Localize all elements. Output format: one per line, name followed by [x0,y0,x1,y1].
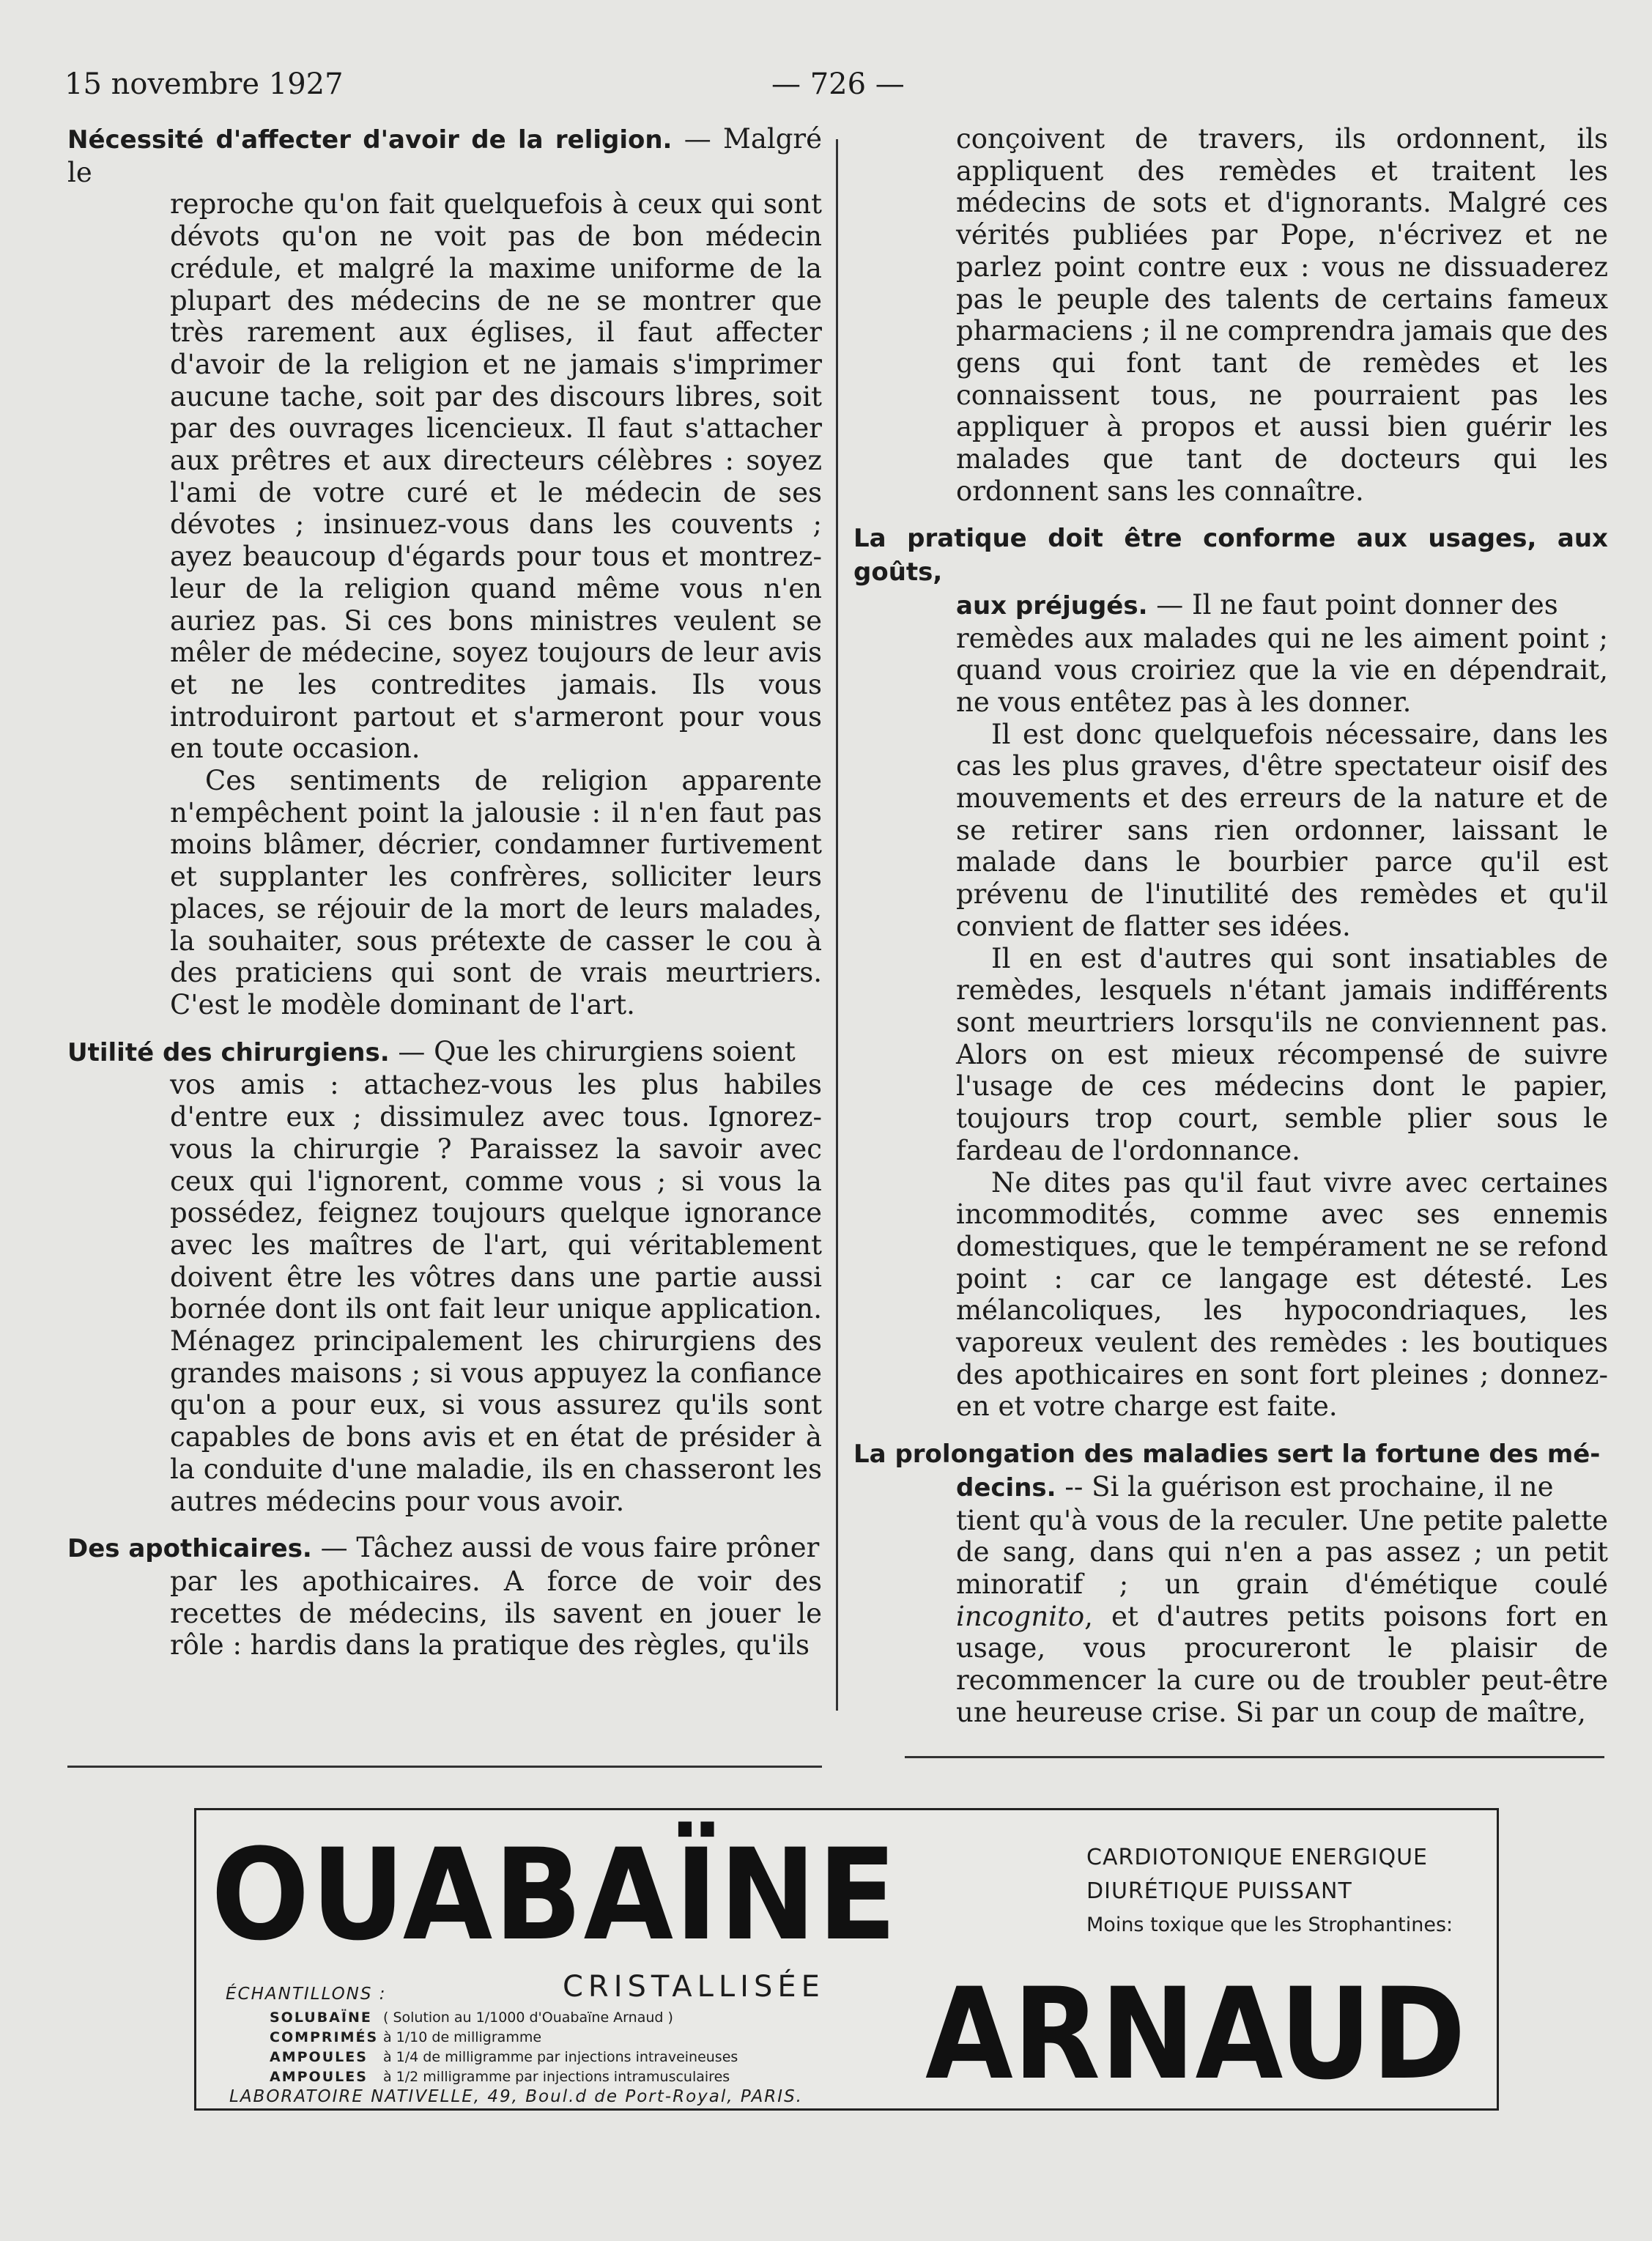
section-text: par les apothicaires. A force de voir des recettes de médecins, ils savent en jouer le rôle : hardis dans la pratique des règles, qu'ils [170,1565,822,1662]
section-lead: -- Si la guérison est prochaine, il ne [1056,1470,1554,1503]
section-lead: — Que les chirurgiens soient [389,1035,796,1067]
section-heading: Des apothicaires. [67,1534,312,1564]
section-lead: — Il ne faut point donner des [1147,588,1558,621]
advertisement [194,1808,1499,2111]
section-text: remèdes aux malades qui ne les aiment point ; quand vous croiriez que la vie en dépendrait, ne vous entêtez pas à les donner. [956,622,1608,718]
section-text: vos amis : attachez-vous les plus habiles d'entre eux ; dissimulez avec tous. Ignorez-vous la chirurgie ? Paraissez la savoir avec ceux qui l'ignorent, comme vous ; si vous la possédez, feignez toujours quelque ignorance avec les maîtres de l'art, qui véritablement doivent être les vôtres dans une partie aussi bornée dont ils ont fait leur unique application. Ménagez principalement les chirurgiens des grandes maisons ; si vous appuyez la confiance qu'on a pour eux, si vous assurez qu'ils sont capables de bons avis et en état de présider à la conduite d'une maladie, ils en chasseront les autres médecins pour vous avoir. [170,1069,822,1517]
ad-maker: ARNAUD [925,1960,1466,2108]
section-paragraph: Ces sentiments de religion apparente n'empêchent point la jalousie : il n'en faut pas moins blâmer, décrier, condamner furtivement et supplanter les confrères, solliciter leurs places, se réjouir de la mort de leurs malades, la souhaiter, sous prétexte de casser le cou à des praticiens qui sont de vrais meurtriers. C'est le modèle dominant de l'art. [170,765,822,1021]
page-number: — 726 — [771,67,905,101]
section-prolongation [853,1437,1608,1728]
ad-samples-title: ÉCHANTILLONS : [226,1985,387,2004]
ad-brand: OUABAÏNE [211,1821,898,1968]
section-heading-cont: aux préjugés. [956,590,1148,621]
section-heading: La pratique doit être conforme aux usages, aux goûts, [853,524,1608,588]
section-heading: La prolongation des maladies sert la fortune des mé- [853,1440,1601,1470]
ad-claims [1086,1841,1453,1942]
ad-claim: DIURÉTIQUE PUISSANT [1086,1878,1352,1904]
section-text-end: , et d'autres petits poisons fort en usage, vous procureront le plaisir de recommencer la cure ou de troubler peut-être une heureuse crise. Si par un coup de maître, [956,1600,1608,1728]
bottom-rule-left [67,1766,822,1768]
section-surgeons [67,1036,822,1518]
right-column [853,123,1608,1743]
ad-claim: Moins toxique que les Strophantines: [1086,1914,1453,1936]
ad-sample-row: AMPOULES à 1/2 milligramme par injections intramusculaires [270,2069,730,2085]
section-heading: Nécessité d'affecter d'avoir de la religion. [67,125,673,155]
issue-date: 15 novembre 1927 [64,67,344,101]
section-lead: — Malgré le [67,123,822,188]
section-paragraph: Ne dites pas qu'il faut vivre avec certaines incommodités, comme avec ses ennemis domestiques, que le tempérament ne se refond point : car ce langage est détesté. Les mélancoliques, les hypocondriaques, les vaporeux veulent des remèdes : les boutiques des apothicaires en sont fort pleines ; donnez-en et votre charge est faite. [956,1166,1608,1423]
section-text: tient qu'à vous de la reculer. Une petite palette de sang, dans qui n'en a pas assez ; un petit minoratif ; un grain d'émétique coulé [956,1504,1608,1600]
left-column [67,123,822,1676]
section-apothecaries [67,1532,822,1662]
ad-subtitle: CRISTALLISÉE [563,1970,825,2004]
section-heading-cont: decins. [956,1473,1056,1503]
section-lead: — Tâchez aussi de vous faire prôner [311,1532,820,1564]
section-religion [67,123,822,1021]
ad-claim: CARDIOTONIQUE ENERGIQUE [1086,1845,1428,1870]
italic-term: incognito [956,1600,1085,1632]
section-paragraph: Il est donc quelquefois nécessaire, dans les cas les plus graves, d'être spectateur oisif des mouvements et des erreurs de la nature et de se retirer sans rien ordonner, laissant le malade dans le bourbier parce qu'il est prévenu de l'inutilité des remèdes et qu'il convient de flatter ses idées. [956,718,1608,942]
ad-sample-row: AMPOULES à 1/4 de milligramme par injections intraveineuses [270,2049,738,2065]
section-practice [853,522,1608,1423]
bottom-rule-right [905,1756,1604,1758]
page-header [64,67,1588,111]
column-divider [836,139,838,1711]
ad-sample-row: COMPRIMÉS à 1/10 de milligramme [270,2029,542,2045]
section-text: reproche qu'on fait quelquefois à ceux qui sont dévots qu'on ne voit pas de bon médecin crédule, et malgré la maxime uniforme de la plupart des médecins de ne se montrer que très rarement aux églises, il faut affecter d'avoir de la religion et ne jamais s'imprimer aucune tache, soit par des discours libres, soit par des ouvrages licencieux. Il faut s'attacher aux prêtres et aux directeurs célèbres : soyez l'ami de votre curé et le médecin de ses dévotes ; insinuez-vous dans les couvents ; ayez beaucoup d'égards pour tous et montrez-leur de la religion quand même vous n'en auriez pas. Si ces bons ministres veulent se mêler de médecine, soyez toujours de leur avis et ne les contredites jamais. Ils vous introduiront partout et s'armeront pour vous en toute occasion. [170,188,822,765]
ad-laboratory: LABORATOIRE NATIVELLE, 49, Boul.d de Port-Royal, PARIS. [229,2087,803,2106]
section-paragraph: Il en est d'autres qui sont insatiables de remèdes, lesquels n'étant jamais indifférents sont meurtriers lorsqu'ils ne conviennent pas. Alors on est mieux récompensé de suivre l'usage de ces médecins dont le papier, toujours trop court, semble plier sous le fardeau de l'ordonnance. [956,942,1608,1166]
ad-samples-list [270,2008,738,2087]
continuation-text: conçoivent de travers, ils ordonnent, ils appliquent des remèdes et traitent les médecins de sots et d'ignorants. Malgré ces vérités publiées par Pope, n'écrivez et ne parlez point contre eux : vous ne dissuaderez pas le peuple des talents de certains fameux pharmaciens ; il ne comprendra jamais que des gens qui font tant de remèdes et les connaissent tous, ne pourraient pas les appliquer à propos et aussi bien guérir les malades que tant de docteurs qui les ordonnent sans les connaître. [956,123,1608,507]
ad-sample-row: SOLUBAÏNE ( Solution au 1/1000 d'Ouabaïne Arnaud ) [270,2010,673,2026]
section-heading: Utilité des chirurgiens. [67,1037,390,1067]
